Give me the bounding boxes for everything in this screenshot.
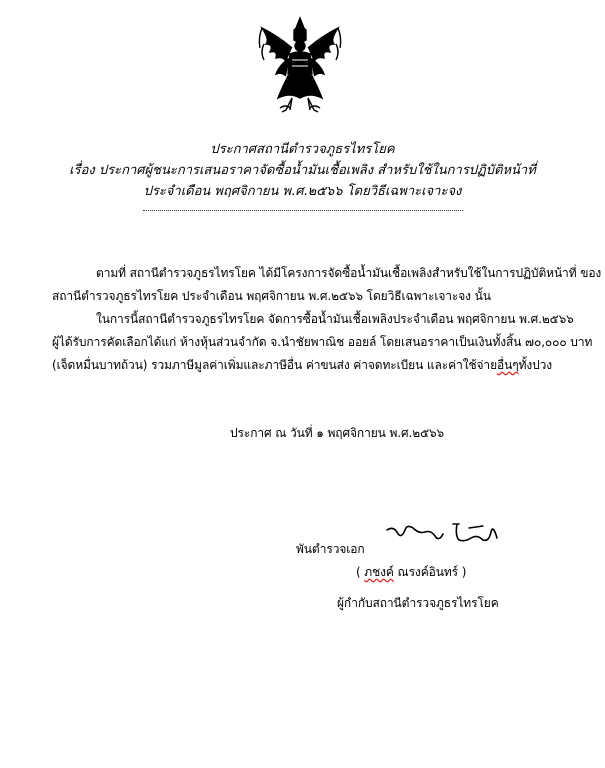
spellcheck-word: อื่นๆ [497,358,519,372]
garuda-emblem-icon [256,14,344,114]
announcement-title: ประกาศสถานีตำรวจภูธรไทรโยค [210,142,395,157]
announcement-date: ประกาศ ณ วันที่ ๑ พฤศจิกายน พ.ศ.๒๕๖๖ [230,426,445,440]
announcement-subject-cont: ประจำเดือน พฤศจิกายน พ.ศ.๒๕๖๖ โดยวิธีเฉพาะเจาะจง [143,184,462,199]
paragraph-1-line-1: ตามที่ สถานีตำรวจภูธรไทรโยค ได้มีโครงการจัดซื้อน้ำมันเชื้อเพลิงสำหรับใช้ในการปฏิบัติหน้าที่ ของ [96,266,602,280]
announcement-subject: เรื่อง ประกาศผู้ชนะการเสนอราคาจัดซื้อน้ำมันเชื้อเพลิง สำหรับใช้ในการปฏิบัติหน้าที่ [69,163,536,178]
paragraph-2-line-3-end: ทั้งปวง [518,358,553,372]
signer-name-rest: ณรงค์อินทร์ ) [393,565,467,579]
paragraph-1-line-2: สถานีตำรวจภูธรไทรโยค ประจำเดือน พฤศจิกายน พ.ศ.๒๕๖๖ โดยวิธีเฉพาะเจาะจง นั้น [52,289,491,303]
signer-first-name: ภชงค์ [364,565,394,579]
paragraph-2-line-1: ในการนี้สถานีตำรวจภูธรไทรโยค จัดการซื้อน้ำมันเชื้อเพลิงประจำเดือน พฤศจิกายน พ.ศ.๒๕๖๖ [96,312,574,326]
handwritten-signature [383,518,513,552]
signer-rank: พันตำรวจเอก [296,542,365,556]
paragraph-2-line-3 [52,356,552,375]
signer-name-open: ( [356,565,365,579]
paragraph-2-line-2: ผู้ได้รับการคัดเลือกได้แก่ ห้างหุ้นส่วนจำกัด จ.นำชัยพาณิช ออยล์ โดยเสนอราคาเป็นเงินทั้งสิ้น ๗๐,๐๐๐ บาท [52,335,593,349]
paragraph-2-line-3-text: (เจ็ดหมื่นบาทถ้วน) รวมภาษีมูลค่าเพิ่มและภาษีอื่น ค่าขนส่ง ค่าจดทะเบียน และค่าใช้จ่าย [52,358,498,372]
signer-name [356,563,466,582]
dotted-divider [143,210,463,211]
signer-position: ผู้กำกับสถานีตำรวจภูธรไทรโยค [337,596,499,610]
